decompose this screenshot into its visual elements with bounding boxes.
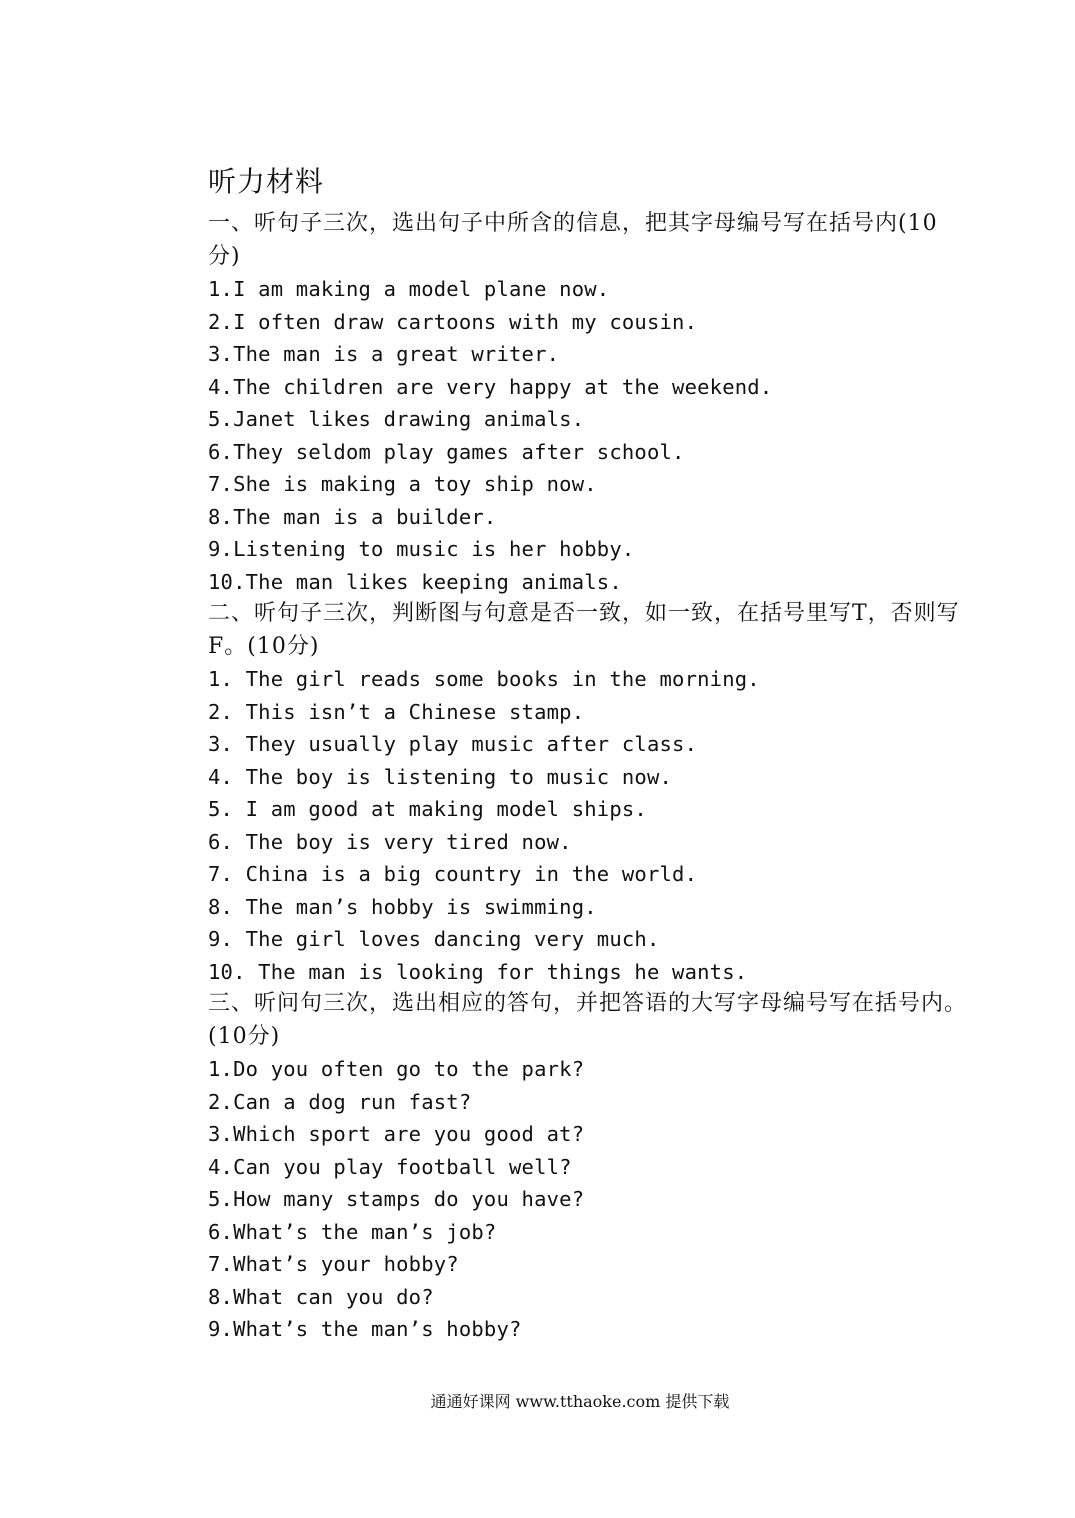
list-item: 2.I often draw cartoons with my cousin. [208, 309, 698, 334]
list-item: 3.The man is a great writer. [208, 342, 560, 366]
section-3 [208, 988, 968, 1346]
list-item: 3.Which sport are you good at? [208, 1122, 585, 1146]
list-item: 9.What’s the man’s hobby? [208, 1317, 522, 1341]
list-item: 6.What’s the man’s job? [208, 1219, 497, 1244]
list-item: 1.I am making a model plane now. [208, 277, 610, 301]
list-item: 5.How many stamps do you have? [208, 1187, 585, 1211]
section-heading: 三、听问句三次，选出相应的答句，并把答语的大写字母编号写在括号内。(10分) [208, 991, 968, 1049]
page-footer: 通通好课网 www.tthaoke.com 提供下载 [430, 1392, 730, 1411]
list-item: 8.The man is a builder. [208, 504, 497, 529]
list-item: 10. The man is looking for things he wants. [208, 959, 748, 984]
list-item: 2.Can a dog run fast? [208, 1089, 472, 1114]
document-title: 听力材料 [208, 165, 325, 198]
section-items [208, 273, 968, 598]
list-item: 4.Can you play football well? [208, 1154, 572, 1179]
list-item: 5. I am good at making model ships. [208, 797, 647, 821]
list-item: 9. The girl loves dancing very much. [208, 927, 660, 951]
section-items [208, 663, 968, 988]
list-item: 8. The man’s hobby is swimming. [208, 894, 597, 919]
list-item: 5.Janet likes drawing animals. [208, 407, 585, 431]
list-item: 7. China is a big country in the world. [208, 862, 698, 886]
section-2 [208, 598, 968, 988]
document-content [208, 160, 968, 1346]
section-heading: 二、听句子三次，判断图与句意是否一致，如一致，在括号里写T，否则写F。(10分) [208, 601, 960, 659]
list-item: 3. They usually play music after class. [208, 732, 698, 756]
list-item: 2. This isn’t a Chinese stamp. [208, 699, 585, 724]
section-items [208, 1053, 968, 1346]
list-item: 4.The children are very happy at the weekend. [208, 374, 773, 399]
section-1 [208, 208, 968, 598]
list-item: 10.The man likes keeping animals. [208, 569, 622, 594]
section-heading: 一、听句子三次，选出句子中所含的信息，把其字母编号写在括号内(10分) [208, 211, 938, 269]
list-item: 7.She is making a toy ship now. [208, 472, 597, 496]
list-item: 1. The girl reads some books in the morning. [208, 667, 760, 691]
list-item: 7.What’s your hobby? [208, 1252, 459, 1276]
list-item: 9.Listening to music is her hobby. [208, 537, 635, 561]
list-item: 6. The boy is very tired now. [208, 829, 572, 854]
list-item: 8.What can you do? [208, 1284, 434, 1309]
list-item: 4. The boy is listening to music now. [208, 764, 673, 789]
list-item: 6.They seldom play games after school. [208, 439, 685, 464]
list-item: 1.Do you often go to the park? [208, 1057, 585, 1081]
